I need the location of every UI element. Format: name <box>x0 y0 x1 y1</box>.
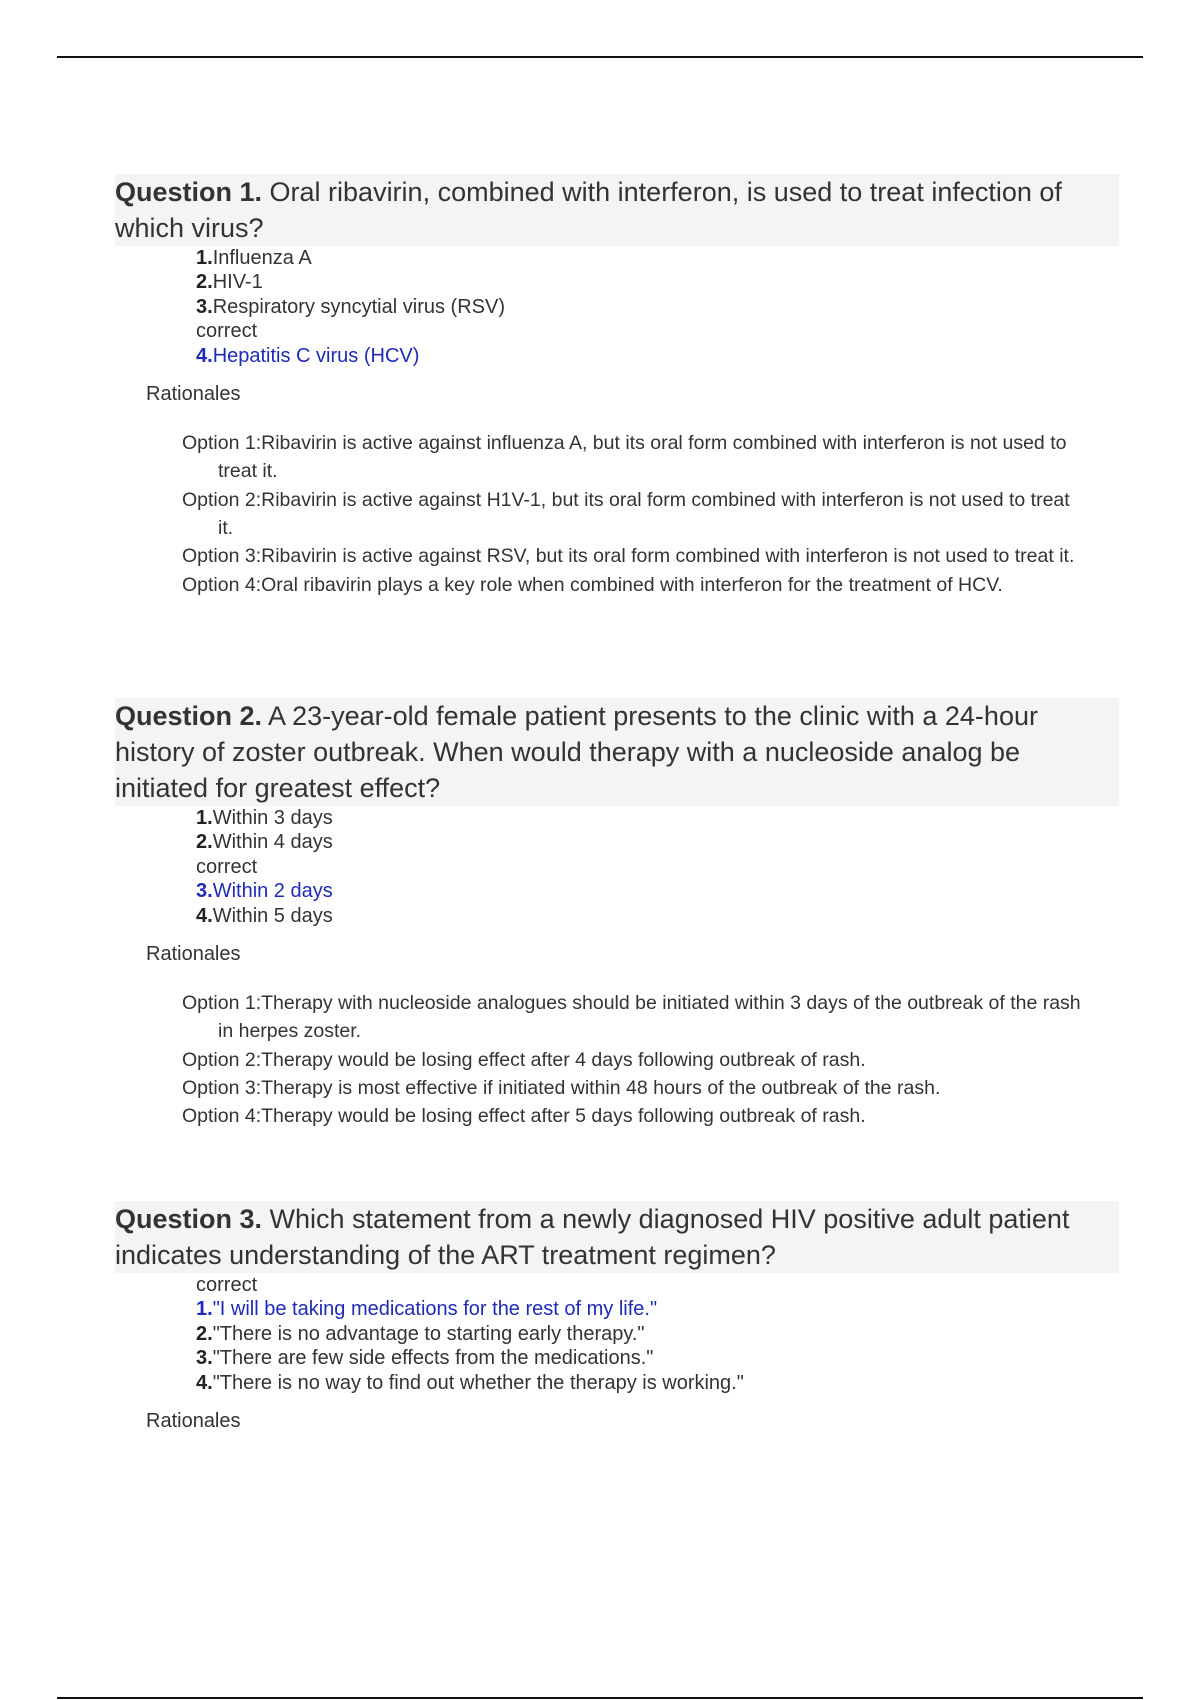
option-2: 2.HIV-1 <box>196 271 263 294</box>
rationales-title: Rationales <box>146 383 241 406</box>
option-3: 3.Respiratory syncytial virus (RSV) <box>196 295 505 318</box>
option-1-correct: 1."I will be taking medications for the rest of my life." <box>196 1298 658 1321</box>
option-4: 4."There is no way to find out whether the therapy is working." <box>196 1371 744 1394</box>
rationale-2: Option 2:Ribavirin is active against H1V-1, but its oral form combined with interferon is not used to treat it. <box>182 488 1070 539</box>
option-2: 2."There is no advantage to starting early therapy." <box>196 1322 645 1345</box>
question-1 <box>0 174 1200 599</box>
question-number: Question 2. <box>115 701 263 731</box>
question-text: Oral ribavirin, combined with interferon, is used to treat infection of which virus? <box>115 177 1062 243</box>
option-2: 2.Within 4 days <box>196 831 333 854</box>
rationale-2: Option 2:Therapy would be losing effect after 4 days following outbreak of rash. <box>182 1048 866 1071</box>
options-list <box>196 806 1200 928</box>
rationales-title: Rationales <box>146 1410 241 1433</box>
question-heading <box>115 698 1119 806</box>
question-number: Question 1. <box>115 177 263 207</box>
correct-label: correct <box>196 1274 258 1296</box>
option-3-correct: 3.Within 2 days <box>196 880 333 903</box>
question-heading <box>115 174 1119 246</box>
question-text: Which statement from a newly diagnosed HIV positive adult patient indicates understanding of the ART treatment regimen? <box>115 1204 1070 1270</box>
option-1: 1.Within 3 days <box>196 807 333 829</box>
question-text: A 23-year-old female patient presents to the clinic with a 24-hour history of zoster outbreak. When would therapy with a nucleoside analog be initiated for greatest effect? <box>115 701 1038 803</box>
rationale-3: Option 3:Therapy is most effective if initiated within 48 hours of the outbreak of the rash. <box>182 1076 941 1099</box>
question-2 <box>0 698 1200 1131</box>
question-3 <box>0 1201 1200 1433</box>
options-list <box>196 246 1200 368</box>
option-4-correct: 4.Hepatitis C virus (HCV) <box>196 344 420 367</box>
rationale-3: Option 3:Ribavirin is active against RSV, but its oral form combined with interferon is not used to treat it. <box>182 545 1075 568</box>
correct-label: correct <box>196 855 258 878</box>
rationale-1: Option 1:Therapy with nucleoside analogues should be initiated within 3 days of the outbreak of the rash in herpes zoster. <box>182 992 1081 1043</box>
rationales-title: Rationales <box>146 943 241 966</box>
correct-label: correct <box>196 320 258 343</box>
rationale-4: Option 4:Oral ribavirin plays a key role when combined with interferon for the treatment of HCV. <box>182 573 1003 596</box>
option-1: 1.Influenza A <box>196 247 312 269</box>
option-3: 3."There are few side effects from the medications." <box>196 1347 654 1370</box>
rationale-4: Option 4:Therapy would be losing effect after 5 days following outbreak of rash. <box>182 1105 866 1128</box>
option-4: 4.Within 5 days <box>196 904 333 927</box>
bottom-rule <box>57 1697 1143 1699</box>
rationale-1: Option 1:Ribavirin is active against influenza A, but its oral form combined with interferon is not used to treat it. <box>182 432 1067 483</box>
rationales-list <box>182 989 1082 1130</box>
question-number: Question 3. <box>115 1204 263 1234</box>
options-list <box>196 1273 1200 1395</box>
question-heading <box>115 1201 1119 1273</box>
rationales-list <box>182 429 1082 599</box>
top-rule <box>57 56 1143 58</box>
